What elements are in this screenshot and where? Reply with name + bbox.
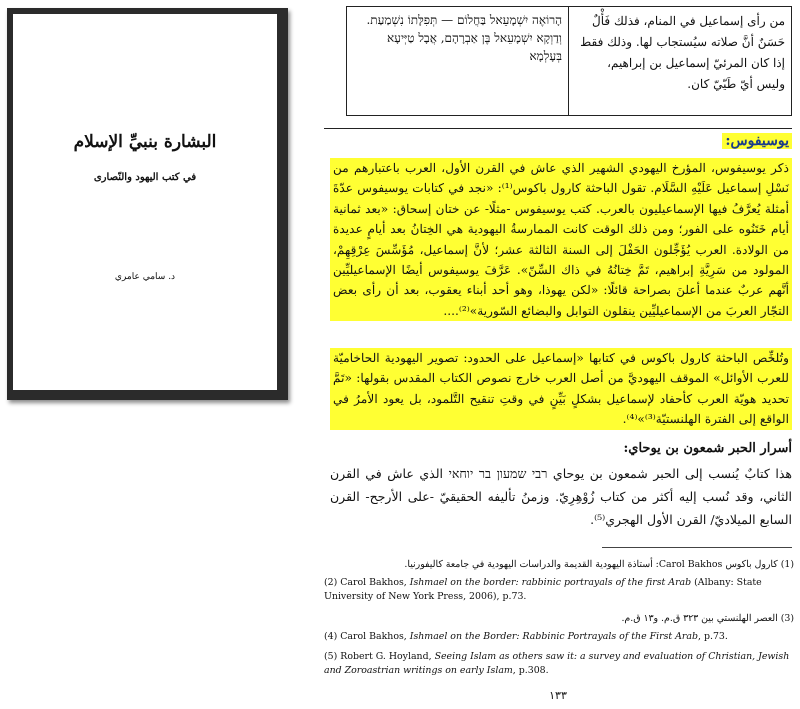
footnote-2-author: (2) Carol Bakhos, (324, 577, 410, 588)
book-author: د. سامي عامري (114, 272, 176, 282)
section-title-yohai: أسرار الحبر شمعون بن يوحاي: (623, 441, 792, 456)
yohai-paragraph: هذا كتابٌ يُنسب إلى الحبر شمعون بن يوحاي רבי שמעון בר יוחאי الذي عاش في القرن الثاني، وقد نُسب إليه أكثر من كتاب زُوْهِرِيّ. وزمنُ تأليفه الحقيقيّ -على الأرجح- القرن السابع الميلاديّ/ القرن الأول الهجري⁽⁵⁾. (330, 466, 792, 527)
footnote-3: (3) العصر الهلنستي بين ٣٢٣ ق.م. و١٣ ق.م. (621, 613, 794, 624)
josephus-paragraph-1 (330, 158, 792, 348)
footnote-1: (1) كارول باكوس Carol Bakhos: أستاذة اليهودية القديمة والدراسات اليهودية في جامعة كاليفورنيا. (404, 559, 794, 570)
quote-table (346, 6, 792, 116)
highlighted-text: وتُلخِّص الباحثة كارول باكوس في كتابها «إسماعيل على الحدود: تصوير اليهودية الحاخاميّة للعرب الأوائل» الموقف اليهوديَّ من أصل العرب خارج نصوص الكتاب المقدس بقولها: «تَمَّ تحديد هويّة العرب كأحفاد لإسماعيل بشكلٍ بَيِّنٍ في وقتِ تنقيح التَّلمود، بل يعود الأمرُ في الواقع إلى الفترة الهلنستيّة⁽³⁾»⁽⁴⁾. (330, 348, 792, 430)
josephus-paragraph-2 (330, 348, 792, 444)
footnote-5-title: Seeing Islam as others saw it: a survey and evaluation of Christian, Jewish and Zoroastrian writings on early Islam (324, 651, 790, 676)
footnote-2-publisher: (Albany: State University of New York Press, 2006), p.73. (324, 577, 762, 602)
highlighted-text: ذكر يوسيفوس، المؤرخ اليهودي الشهير الذي عاش في القرن الأول، العرب باعتبارهم من نَسْلِ إسماعيل عَلَيْهِ السَّلَام. تقول الباحثة كارول باكوس⁽¹⁾: «نجد في كتابات يوسيفوس عدّةَ أمثلة يُعرَّفُ فيها الإسماعيليون بالعرب. كتب يوسيفوس -مثلًا- عن ختان إسحاق: «بعد ثمانية أيام خَتَنُوه على الفور؛ ومن ذلك الوقت كانت الممارسةُ اليهودية هي الخِتانُ بعد أيامٍ عديدة من الولادة. العرب يُؤَجِّلون الحَفْلَ إلى السنة الثالثة عشر؛ لأنَّ إسماعيل، مُؤَسِّسَ عِرْقِهِمْ، المولود من سَرِيَّةِ إبراهيم، تَمَّ خِتانُهُ في ذاك السِّنّ». عَرَّفَ يوسيفوس أيضًا الإسماعيليِّين أنَّهم عربٌ عندما أعلنَ بصراحة قائلًا: «لكن يهوذا، وهو أحد أبناء يعقوب، بعد أن رأى بعض التجّار العربَ من الإسماعيليِّين ينقلون التوابل والبضائع السّورية»⁽²⁾.... (330, 158, 792, 321)
book-cover (7, 8, 288, 400)
footnote-divider (602, 547, 792, 548)
book-cover-page (13, 14, 277, 390)
hebrew-quote: הָרוֹאֶה יִשְׁמָעֵאל בַּחֲלוֹם — תְּפִלָּתוֹ נִשְׁמַעַת. וְדַוְקָא יִשְׁמָעֵאל בֶּן אַבְרָהָם, אֲבָל טַיְּיעָא בְּעָלְמָא (347, 7, 569, 115)
footnote-5-author: (5) Robert G. Hoyland, (324, 651, 435, 662)
arabic-translation: من رأى إسماعيل في المنام، فذلك فَأْلٌ حَسَنٌ أنَّ صلاته سيُستجاب لها. وذلك فقط إذا كان المرئيّ إسماعيل بن إبراهيم، وليس أيّ طَيّيّ كان. (580, 14, 785, 91)
book-page (316, 0, 800, 709)
footnote-4 (324, 630, 794, 644)
footnote-2 (324, 576, 794, 604)
section-title-josephus: يوسيفوس: (722, 133, 792, 149)
footnote-5 (324, 650, 794, 678)
page-number: ١٣٣ (549, 689, 567, 702)
book-title: البشارة بنبيِّ الإسلام (73, 132, 217, 152)
book-subtitle: في كتب اليهود والنّصارى (93, 172, 197, 183)
footnote-5-page: , p.308. (512, 665, 549, 676)
table-divider (324, 128, 792, 129)
footnote-4-title: Ishmael on the Border: Rabbinic Portrayals of the First Arab (409, 631, 698, 642)
footnote-4-page: , p.73. (698, 631, 728, 642)
footnote-4-author: (4) Carol Bakhos, (324, 631, 410, 642)
footnote-2-title: Ishmael on the border: rabbinic portrayals of the first Arab (409, 577, 692, 588)
